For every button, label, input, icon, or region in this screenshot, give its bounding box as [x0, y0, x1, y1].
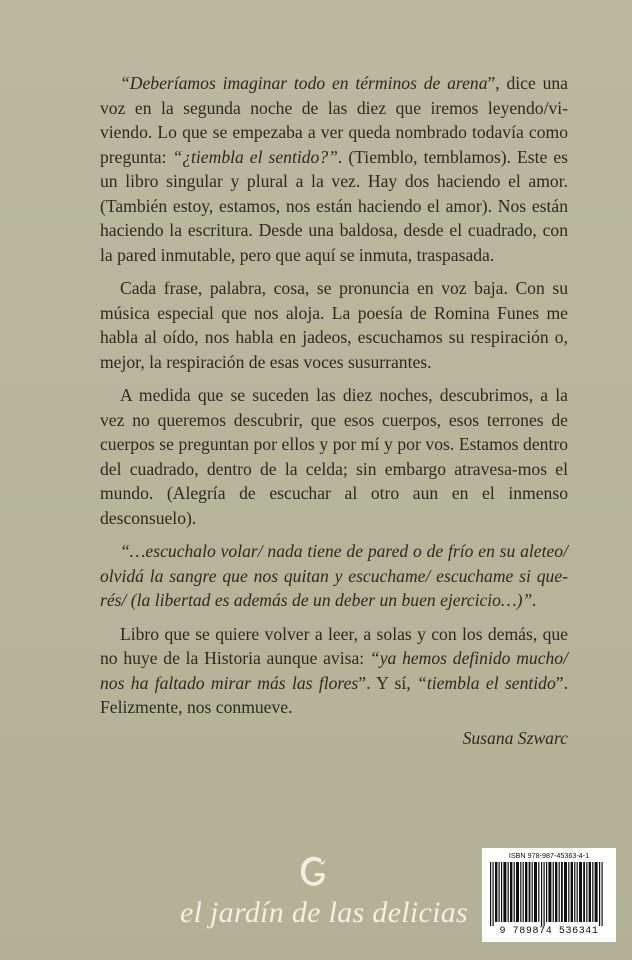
barcode-digits: 9 789874 536341: [499, 926, 599, 937]
quote-tiembla: “tiembla el sentido: [417, 672, 556, 693]
blurb-text: [100, 71, 568, 750]
paragraph-4-quote: “…escuchalo volar/ nada tiene de pared o de frío en su aleteo/ olvidá la sangre que nos quitan y escuchame/ escuchame si que-rés/ (la libertad es además de un deber un buen ejercicio…)”.: [100, 541, 568, 610]
paragraph-5: Libro que se quiere volver a leer, a solas y con los demás, que no huye de la Historia aunque avisa: “ya hemos definido mucho/ nos ha faltado mirar más las flores”. Y sí, “tiembla el sentido”. Felizmente, nos conmueve.: [100, 623, 568, 717]
quote-tiembla-question: “¿tiembla el sentido?”: [172, 146, 338, 167]
barcode-bars-icon: [486, 862, 612, 926]
quote-flores: “ya hemos definido mucho/ nos ha faltado mirar más las flores: [100, 648, 568, 693]
signature: Susana Szwarc: [462, 727, 568, 748]
isbn-label: ISBN 978-987-45363-4-1: [508, 851, 590, 860]
isbn-barcode: [482, 848, 616, 942]
publisher-name: el jardín de las delicias: [180, 896, 469, 929]
paragraph-3: A medida que se suceden las diez noches, descubrimos, a la vez no queremos descubrir, que esos cuerpos, esos terrones de cuerpos se preguntan por ellos y por mí y por vos. Estamos dentro del cuadrado, dentro de la celda; sin embargo atravesa-mos el mundo. (Alegría de escuchar al otro aun en el inmenso desconsuelo).: [100, 385, 568, 528]
stylized-g-fish-icon: [296, 852, 330, 892]
quote-arena: “Deberíamos imaginar todo en términos de arena: [120, 73, 488, 93]
paragraph-1: “Deberíamos imaginar todo en términos de arena”, dice una voz en la segunda noche de las diez que iremos leyendo/vi-viendo. Lo que se empezaba a ver queda nombrado todavía como pregunta: “¿tiembla el sentido?”. (Tiemblo, temblamos). Este es un libro singular y plural a la vez. Hay dos haciendo el amor. (También estoy, estamos, nos están haciendo el amor). Nos están haciendo la escritura. Desde una baldosa, desde el cuadrado, con la pared inmutable, pero que aquí se inmuta, traspasada.: [100, 73, 568, 265]
paragraph-2: Cada frase, palabra, cosa, se pronuncia en voz baja. Con su música especial que nos aloja. La poesía de Romina Funes me habla al oído, nos habla en jadeos, escuchamos su respiración o, mejor, la respiración de esas voces susurrantes.: [100, 278, 568, 372]
